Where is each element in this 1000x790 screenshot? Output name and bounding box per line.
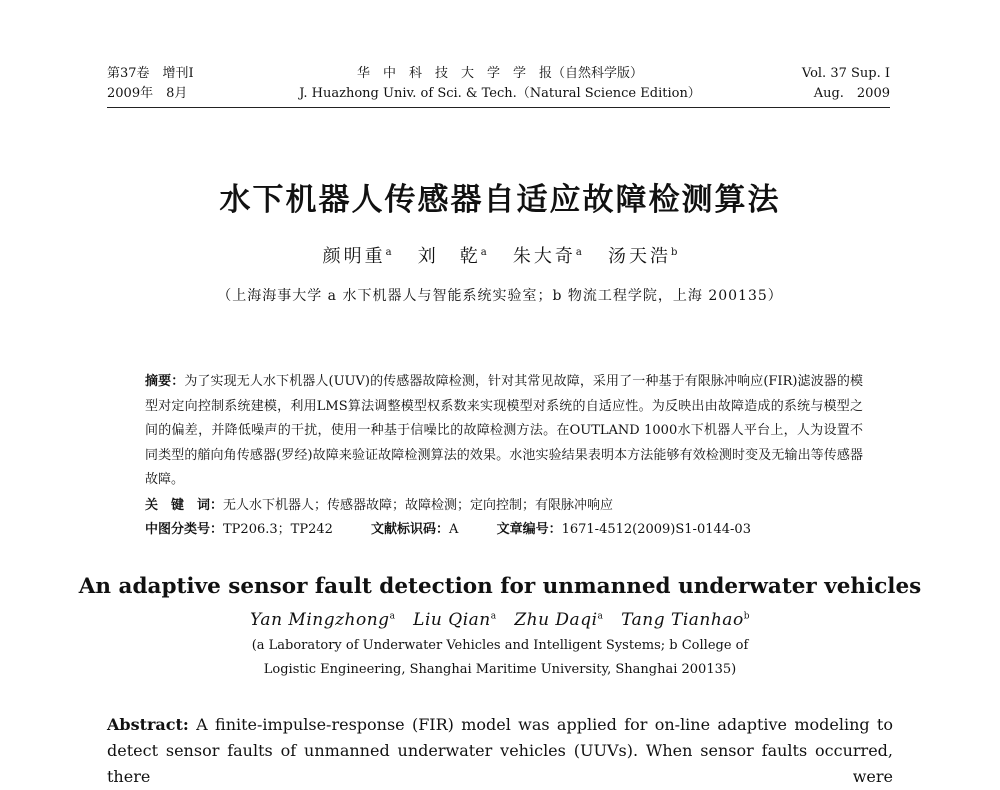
authors-zh [0, 242, 1000, 268]
keywords-zh-label: 关 键 词： [145, 498, 224, 513]
author-zh: 刘 乾$^a$ [417, 246, 487, 267]
abstract-zh-label: 摘要： [145, 374, 185, 389]
abstract-en [107, 712, 893, 790]
abstract-zh-text: 为了实现无人水下机器人(UUV)的传感器故障检测，针对其常见故障，采用了一种基于有限脉冲响应(FIR)滤波器的模型对定向控制系统建模，利用LMS算法调整模型权系数来实现模型对系统的自适应性。为反映出由故障造成的系统与模型之间的偏差，并降低噪声的干扰，使用一种基于信噪比的故障检测方法。在OUTLAND 1000水下机器人平台上，人为设置不同类型的艏向角传感器(罗经)故障来验证故障检测算法的效果。水池实验结果表明本方法能够有效检测时变及无输出等传感器故障。 [145, 374, 863, 487]
author-zh: 颜明重$^a$ [322, 246, 392, 267]
author-en: Yan Mingzhong$^a$ [250, 610, 396, 630]
affiliation-en-line1: (a Laboratory of Underwater Vehicles and Intelligent Systems; b College of [251, 638, 749, 653]
volume-en: Vol. 37 Sup. Ⅰ [801, 66, 890, 81]
keywords-zh [145, 494, 613, 518]
abstract-zh [145, 370, 863, 493]
abstract-en-text: A finite-impulse-response (FIR) model was applied for on-line adaptive modeling to detect sensor faults of unmanned underwater vehicles (UUVs). When sensor faults occurred, there were [107, 715, 893, 786]
date-zh: 2009年 8月 [107, 86, 188, 101]
author-zh: 朱大奇$^a$ [512, 246, 582, 267]
volume-zh: 第37卷 增刊Ⅰ [107, 66, 194, 81]
authors-en [0, 610, 1000, 630]
author-en: Liu Qian$^a$ [413, 610, 497, 630]
affiliation-zh: （上海海事大学 a 水下机器人与智能系统实验室；b 物流工程学院，上海 200135） [217, 288, 783, 304]
author-en: Zhu Daqi$^a$ [514, 610, 604, 630]
title-en: An adaptive sensor fault detection for unmanned underwater vehicles [78, 574, 922, 599]
title-zh: 水下机器人传感器自适应故障检测算法 [219, 182, 781, 218]
header-rule [107, 107, 890, 108]
abstract-en-label: Abstract: [107, 715, 189, 734]
doc-code-label: 文献标识码： [371, 522, 450, 537]
header-right [802, 64, 890, 104]
keywords-zh-text: 无人水下机器人；传感器故障；故障检测；定向控制；有限脉冲响应 [223, 498, 614, 513]
article-no-value: 1671-4512(2009)S1-0144-03 [561, 522, 751, 537]
article-no-label: 文章编号： [496, 522, 562, 537]
journal-en: J. Huazhong Univ. of Sci. & Tech.（Natural Science Edition） [299, 86, 701, 101]
author-zh: 汤天浩$^b$ [608, 246, 678, 267]
classification-line [145, 518, 751, 542]
author-en: Tang Tianhao$^b$ [621, 610, 750, 630]
doc-code-value: A [449, 522, 459, 537]
date-en: Aug. 2009 [813, 86, 890, 101]
journal-zh: 华 中 科 技 大 学 学 报（自然科学版） [356, 66, 643, 81]
affiliation-en-line2: Logistic Engineering, Shanghai Maritime University, Shanghai 200135) [263, 662, 737, 677]
clc-label: 中图分类号： [145, 522, 224, 537]
clc-value: TP206.3；TP242 [223, 522, 333, 537]
